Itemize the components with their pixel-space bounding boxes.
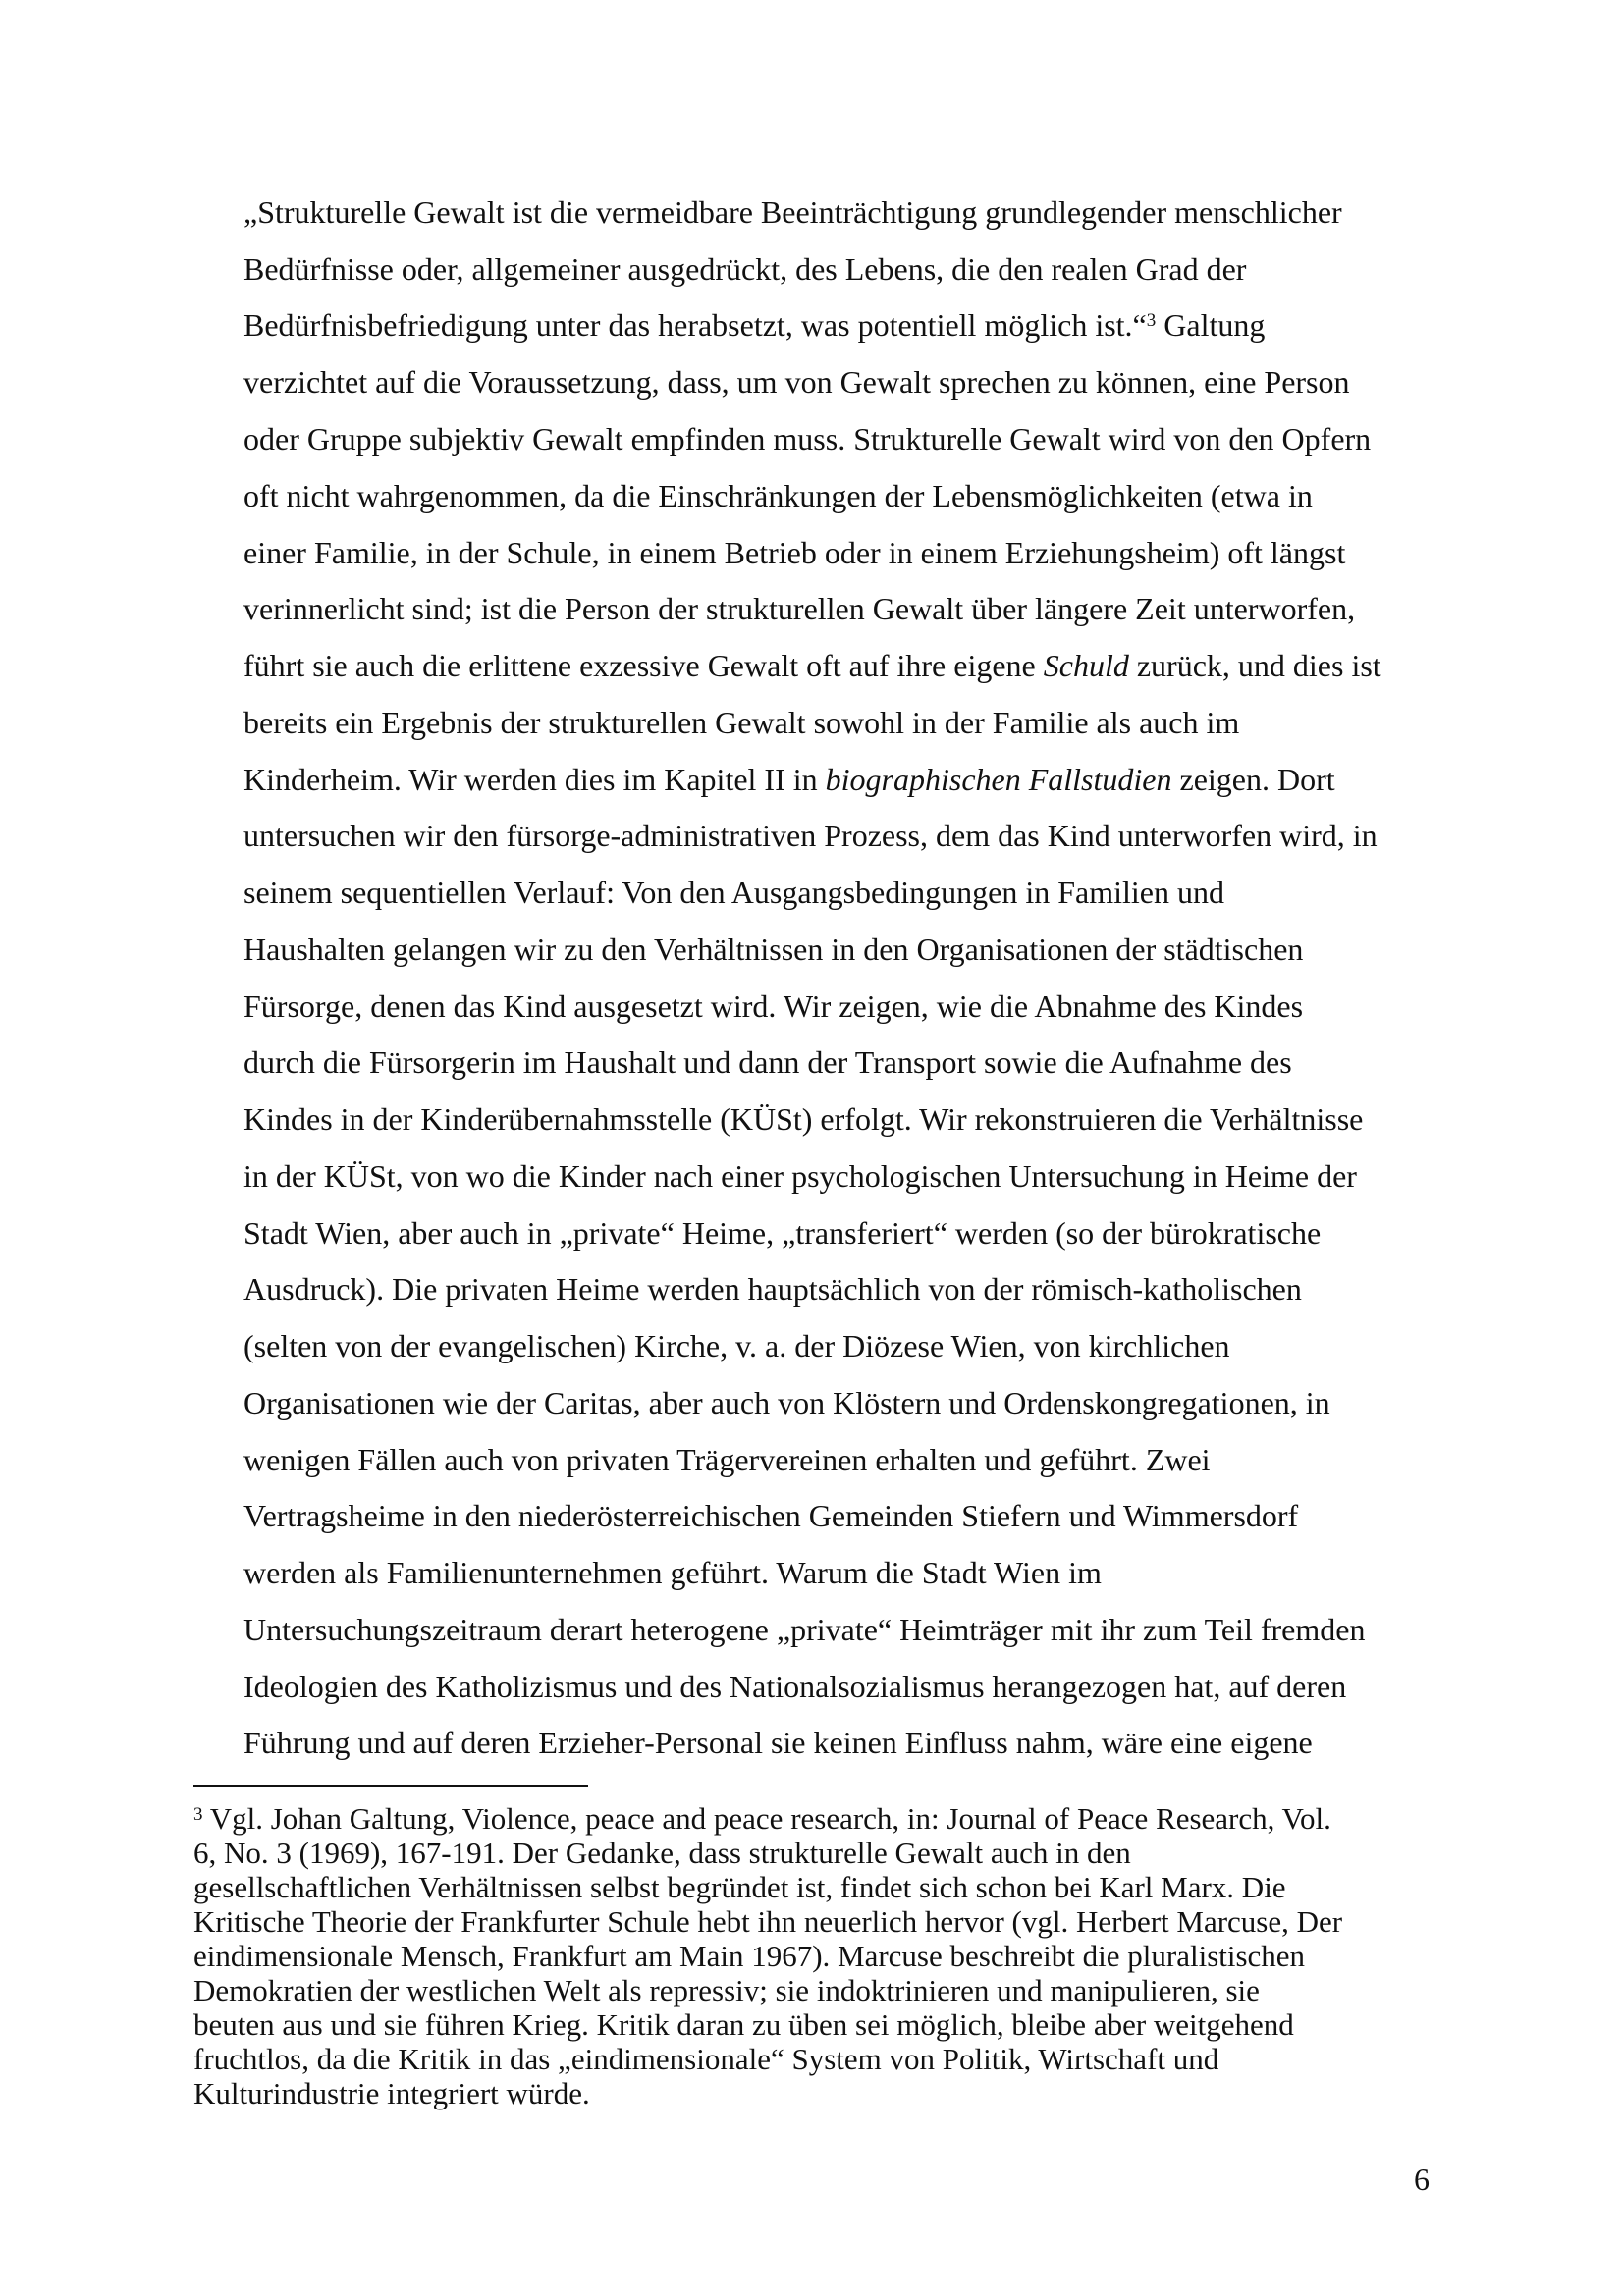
body-line-28: Führung und auf deren Erzieher-Personal sie keinen Einfluss nahm, wäre eine eigene	[243, 1725, 1313, 1760]
body-line-13: seinem sequentiellen Verlauf: Von den Ausgangsbedingungen in Familien und	[243, 875, 1224, 910]
body-line-16: durch die Fürsorgerin im Haushalt und dann der Transport sowie die Aufnahme des	[243, 1044, 1292, 1080]
footnote-line-1	[193, 1802, 1331, 1836]
body-line-26: Untersuchungszeitraum derart heterogene „private“ Heimträger mit ihr zum Teil fremden	[243, 1612, 1366, 1647]
footnote-marker: 3	[193, 1804, 203, 1825]
emphasis-schuld: Schuld	[1043, 648, 1129, 683]
body-line-3-text-end: Galtung	[1156, 307, 1266, 343]
body-line-2: Bedürfnisse oder, allgemeiner ausgedrückt, des Lebens, die den realen Grad der	[243, 251, 1247, 287]
body-line-24: Vertragsheime in den niederösterreichischen Gemeinden Stiefern und Wimmersdorf	[243, 1498, 1299, 1533]
body-line-11-text-end: zeigen. Dort	[1171, 762, 1335, 797]
body-line-19: Stadt Wien, aber auch in „private“ Heime, „transferiert“ werden (so der bürokratische	[243, 1215, 1322, 1251]
body-line-1: „Strukturelle Gewalt ist die vermeidbare Beeinträchtigung grundlegender menschlicher	[243, 194, 1342, 230]
body-line-6: oft nicht wahrgenommen, da die Einschränkungen der Lebensmöglichkeiten (etwa in	[243, 478, 1313, 513]
body-line-3-text: Bedürfnisbefriedigung unter das herabsetzt, was potentiell möglich ist.“	[243, 307, 1147, 343]
footnote-line-1-text: Vgl. Johan Galtung, Violence, peace and peace research, in: Journal of Peace Research, Vol.	[202, 1801, 1331, 1836]
body-line-11-text: Kinderheim. Wir werden dies im Kapitel II in	[243, 762, 826, 797]
body-line-20: Ausdruck). Die privaten Heime werden hauptsächlich von der römisch-katholischen	[243, 1271, 1302, 1307]
body-line-23: wenigen Fällen auch von privaten Trägervereinen erhalten und geführt. Zwei	[243, 1442, 1211, 1477]
footnote-line-6: Demokratien der westlichen Welt als repressiv; sie indoktrinieren und manipulieren, sie	[193, 1973, 1260, 2007]
footnote-line-3: gesellschaftlichen Verhältnissen selbst begründet ist, findet sich schon bei Karl Marx. Die	[193, 1870, 1286, 1904]
footnote-line-5: eindimensionale Mensch, Frankfurt am Main 1967). Marcuse beschreibt die pluralistischen	[193, 1939, 1306, 1973]
page-number: 6	[1414, 2162, 1430, 2197]
body-line-9-text: führt sie auch die erlittene exzessive Gewalt oft auf ihre eigene	[243, 648, 1044, 683]
body-line-15: Fürsorge, denen das Kind ausgesetzt wird. Wir zeigen, wie die Abnahme des Kindes	[243, 988, 1304, 1024]
body-line-14: Haushalten gelangen wir zu den Verhältnissen in den Organisationen der städtischen	[243, 932, 1304, 967]
body-line-8: verinnerlicht sind; ist die Person der strukturellen Gewalt über längere Zeit unterworfen,	[243, 591, 1356, 626]
body-line-3	[243, 305, 1265, 345]
body-line-4: verzichtet auf die Voraussetzung, dass, um von Gewalt sprechen zu können, eine Person	[243, 364, 1350, 400]
footnote-separator	[193, 1785, 588, 1787]
body-line-9	[243, 646, 1381, 685]
body-line-25: werden als Familienunternehmen geführt. Warum die Stadt Wien im	[243, 1555, 1102, 1590]
body-line-9-text-end: zurück, und dies ist	[1128, 648, 1381, 683]
body-line-5: oder Gruppe subjektiv Gewalt empfinden muss. Strukturelle Gewalt wird von den Opfern	[243, 421, 1372, 456]
body-line-11	[243, 760, 1335, 799]
body-line-12: untersuchen wir den fürsorge-administrativen Prozess, dem das Kind unterworfen wird, in	[243, 818, 1378, 853]
body-line-22: Organisationen wie der Caritas, aber auch von Klöstern und Ordenskongregationen, in	[243, 1385, 1330, 1420]
body-line-17: Kindes in der Kinderübernahmsstelle (KÜSt) erfolgt. Wir rekonstruieren die Verhältnisse	[243, 1101, 1364, 1137]
emphasis-fallstudien: biographischen Fallstudien	[825, 762, 1172, 797]
footnote-line-2: 6, No. 3 (1969), 167-191. Der Gedanke, dass strukturelle Gewalt auch in den	[193, 1836, 1131, 1870]
footnote-reference[interactable]: 3	[1146, 310, 1157, 331]
footnote-line-8: fruchtlos, da die Kritik in das „eindimensionale“ System von Politik, Wirtschaft und	[193, 2042, 1219, 2076]
body-line-18: in der KÜSt, von wo die Kinder nach einer psychologischen Untersuchung in Heime der	[243, 1158, 1357, 1194]
footnote-line-7: beuten aus und sie führen Krieg. Kritik daran zu üben sei möglich, bleibe aber weitgehend	[193, 2007, 1294, 2042]
footnote-line-9: Kulturindustrie integriert würde.	[193, 2076, 590, 2110]
body-line-27: Ideologien des Katholizismus und des Nationalsozialismus herangezogen hat, auf deren	[243, 1669, 1347, 1704]
body-line-10: bereits ein Ergebnis der strukturellen Gewalt sowohl in der Familie als auch im	[243, 705, 1240, 740]
body-line-7: einer Familie, in der Schule, in einem Betrieb oder in einem Erziehungsheim) oft längst	[243, 535, 1346, 570]
body-line-21: (selten von der evangelischen) Kirche, v. a. der Diözese Wien, von kirchlichen	[243, 1328, 1230, 1363]
footnote-line-4: Kritische Theorie der Frankfurter Schule hebt ihn neuerlich hervor (vgl. Herbert Marcuse, Der	[193, 1904, 1343, 1939]
